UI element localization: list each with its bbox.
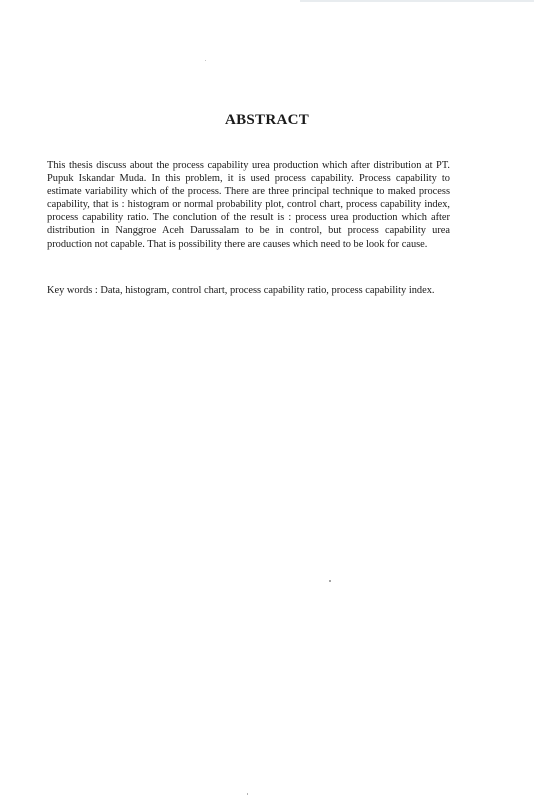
scan-speck <box>205 60 206 61</box>
page-title: ABSTRACT <box>224 112 310 128</box>
abstract-paragraph: This thesis discuss about the process capability urea production which after distribution at PT. Pupuk Iskandar Muda. In this problem, it is used process capability. Process capability to estimate variability which of the process. There are three principal technique to maked process capability, that is : histogram or normal probability plot, control chart, process capability index, process capability ratio. The conclution of the result is : process urea production which after distribution in Nanggroe Aceh Darussalam to be in control, but process capability urea production not capable. That is possibility there are causes which need to be look for cause. <box>47 160 450 250</box>
scan-speck <box>329 580 331 582</box>
keywords-paragraph: Key words : Data, histogram, control chart, process capability ratio, process capability index. <box>47 285 435 296</box>
scan-edge <box>300 0 534 2</box>
scan-speck <box>247 793 248 795</box>
